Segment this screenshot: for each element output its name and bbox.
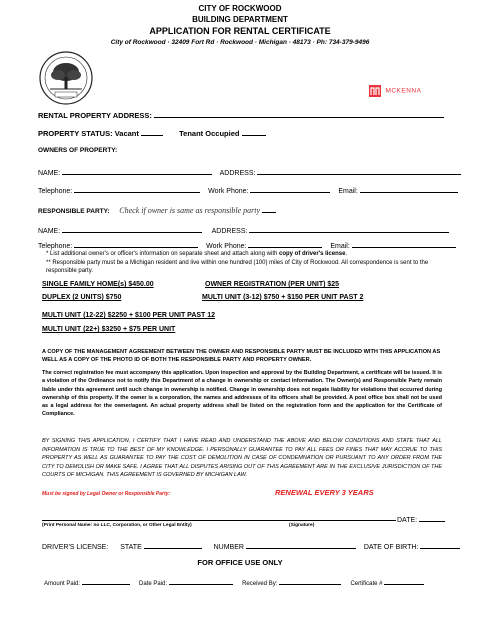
responsible-heading-row — [38, 204, 276, 215]
tenant-occupied-input[interactable] — [242, 127, 266, 136]
property-status-label: PROPERTY STATUS: — [38, 129, 113, 138]
responsible-name-label: NAME: — [38, 228, 61, 235]
fee-multi-3-12: MULTI UNIT (3-12) $750 + $150 PER UNIT PAST 2 — [202, 294, 364, 301]
date-paid-label: Date Paid: — [139, 581, 168, 587]
received-by-label: Received By: — [242, 581, 278, 587]
license-number-input[interactable] — [246, 540, 356, 549]
owner-email-input[interactable] — [360, 184, 458, 193]
state-input[interactable] — [144, 540, 202, 549]
responsible-work-phone-label: Work Phone: — [206, 243, 247, 250]
signature-date-label: DATE: — [397, 517, 418, 524]
drivers-license-label: DRIVER'S LICENSE: — [42, 544, 109, 551]
date-of-birth-label: DATE OF BIRTH: — [363, 544, 419, 551]
mckenna-logo — [369, 82, 421, 100]
received-by-input[interactable] — [279, 576, 341, 585]
responsible-address-label: ADDRESS: — [211, 228, 248, 235]
note-additional-owners: * List additional owner's or officer's information on separate sheet and attach along with copy of driver's license. — [46, 251, 348, 257]
license-number-label: NUMBER — [213, 544, 244, 551]
mckenna-logo-text: MCKENNA — [385, 87, 422, 95]
page-title: APPLICATION FOR RENTAL CERTIFICATE — [149, 26, 331, 36]
responsible-email-input[interactable] — [352, 239, 456, 248]
responsible-email-label: Email: — [330, 243, 350, 250]
city-name: CITY OF ROCKWOOD — [198, 4, 282, 13]
same-as-owner-checkbox[interactable] — [119, 206, 260, 215]
date-paid-input[interactable] — [169, 576, 233, 585]
state-label: STATE — [120, 544, 142, 551]
office-use-heading: FOR OFFICE USE ONLY — [197, 558, 283, 567]
mckenna-logo-icon — [369, 85, 381, 97]
responsible-name-row — [38, 224, 449, 235]
same-as-owner-input[interactable] — [262, 204, 276, 213]
date-of-birth-input[interactable] — [420, 540, 460, 549]
note-michigan-resident: ** Responsible party must be a Michigan resident and live within one hundred (100) miles of City of Rockwood. All correspondence is sent to the responsible party. — [46, 259, 429, 274]
vacant-label: Vacant — [114, 129, 139, 138]
owner-work-phone-label: Work Phone: — [208, 188, 249, 195]
owner-phone-row — [38, 184, 458, 195]
signing-statement: BY SIGNING THIS APPLICATION, I CERTIFY THAT I HAVE READ AND UNDERSTAND THE ABOVE AND BELOW CONDITIONS AND STATE THAT ALL INFORMATION IS TRUE TO THE BEST OF MY KNOWLEDGE. I PERSONALLY GUARANTEE TO PAY ALL FEES OR FINES THAT MAY ACCRUE TO THIS PROPERTY AS WELL AS GUARANTEE TO PAY THE COST OF DEMOLITION IN CASE OF CONDEMNATION OR PURSUANT TO ANY ORDER FROM THE CITY TO DEMOLISH OR MAKE SAFE. I AGREE THAT ALL DISPUTES ARISING OUT OF THIS AGREEMENT ARE IN THE EXCLUSIVE JURISDICTION OF THE COURTS OF MICHIGAN. THIS AGREEMENT IS GOVERNED BY MICHIGAN LAW. — [42, 438, 442, 479]
responsible-telephone-input[interactable] — [74, 239, 198, 248]
signature-caption: (Signature) — [289, 523, 315, 528]
fee-multi-12-22: MULTI UNIT (12-22) $2250 + $100 PER UNIT PAST 12 — [42, 312, 216, 319]
must-sign-note: Must be signed by Legal Owner or Responsible Party: — [42, 491, 171, 497]
owner-work-phone-input[interactable] — [250, 184, 330, 193]
management-agreement-notice: A COPY OF THE MANAGEMENT AGREEMENT BETWEEN THE OWNER AND RESPONSIBLE PARTY MUST BE INCLUDED WITH THIS APPLICATION AS WELL AS A COPY OF THE PHOTO ID OF BOTH THE RESPONSIBLE PARTY AND PROPERTY OWNER. — [42, 349, 441, 363]
responsible-heading: RESPONSIBLE PARTY: — [38, 208, 110, 215]
fee-owner-registration: OWNER REGISTRATION (PER UNIT) $25 — [205, 281, 340, 288]
amount-paid-input[interactable] — [82, 576, 130, 585]
owner-address-input[interactable] — [257, 166, 461, 175]
responsible-name-input[interactable] — [62, 224, 202, 233]
owner-telephone-input[interactable] — [74, 184, 200, 193]
certificate-label: Certificate # — [350, 581, 383, 587]
responsible-telephone-label: Telephone: — [38, 243, 73, 250]
signature-date-input[interactable] — [419, 513, 445, 522]
responsible-address-input[interactable] — [249, 224, 449, 233]
renewal-notice: RENEWAL EVERY 3 YEARS — [275, 488, 374, 497]
owner-address-label: ADDRESS: — [219, 170, 256, 177]
fee-terms-paragraph: The correct registration fee must accompany this application. Upon inspection and approval by the Building Department, a certificate will be issued. It is a violation of the Ordinance not to notify this Department of a change in ownership or contact information. The Owner(s) and Responsible Party remain liable under this agreement until such change in ownership is notified. Change in ownership does not negate liability for violations that occurred during ownership of this property. If the owner is a corporation, the names and addresses of its officers shall be provided. A post office box shall not be used as a legal address for the owner/agent. An actual property address shall be listed on the registration form and the application for the Certificate of Compliance. — [42, 370, 442, 418]
responsible-phone-row — [38, 239, 456, 250]
department-name: BUILDING DEPARTMENT — [192, 15, 288, 24]
rental-address-input[interactable] — [154, 109, 444, 118]
fee-multi-22-plus: MULTI UNIT (22+) $3250 + $75 PER UNIT — [42, 326, 176, 333]
owner-name-row — [38, 166, 461, 177]
property-status-row — [38, 127, 266, 138]
vacant-input[interactable] — [141, 127, 163, 136]
certificate-input[interactable] — [384, 576, 424, 585]
owners-heading: OWNERS OF PROPERTY: — [38, 147, 118, 154]
signature-line[interactable] — [42, 512, 396, 521]
responsible-notes — [46, 250, 446, 276]
amount-paid-label: Amount Paid: — [44, 581, 81, 587]
rental-address-label: RENTAL PROPERTY ADDRESS: — [38, 111, 152, 120]
tenant-occupied-label: Tenant Occupied — [179, 129, 240, 138]
owner-name-label: NAME: — [38, 170, 61, 177]
office-use-row — [44, 576, 424, 587]
print-name-caption: (Print Personal Name: no LLC, Corporation, or Other Legal Entity) — [42, 523, 192, 528]
city-seal — [38, 50, 94, 106]
fee-duplex: DUPLEX (2 UNITS) $750 — [42, 294, 122, 301]
signature-date-row — [397, 513, 445, 524]
owner-telephone-label: Telephone: — [38, 188, 73, 195]
fee-single-family: SINGLE FAMILY HOME(s) $450.00 — [42, 281, 154, 288]
drivers-license-row — [42, 540, 460, 551]
owner-name-input[interactable] — [62, 166, 212, 175]
city-address: City of Rockwood · 32409 Fort Rd · Rockwood · Michigan · 48173 · Ph: 734-379-9496 — [110, 39, 370, 46]
owner-email-label: Email: — [338, 188, 358, 195]
same-as-owner-label: Check if owner is same as responsible party — [119, 206, 261, 215]
rental-address-row — [38, 109, 444, 120]
responsible-work-phone-input[interactable] — [248, 239, 322, 248]
